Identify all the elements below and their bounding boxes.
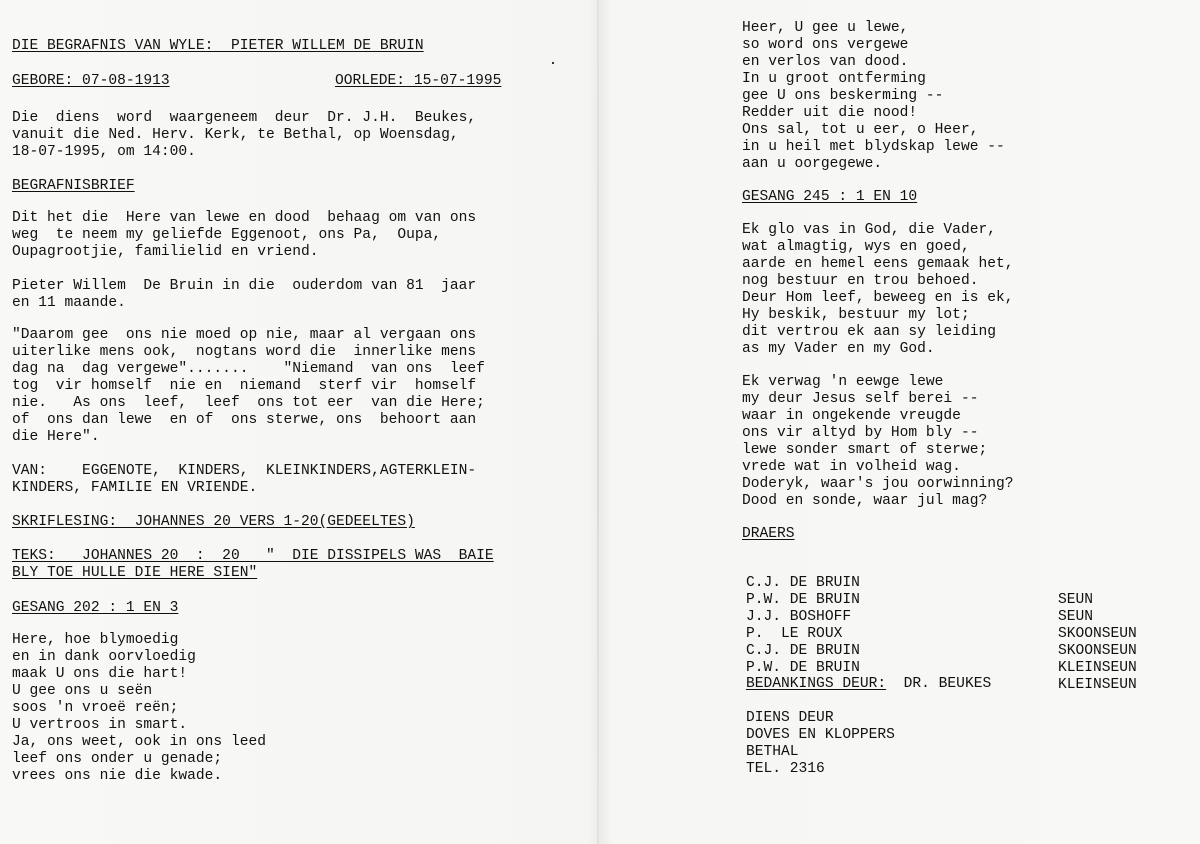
hymn-line: Deur Hom leef, beweeg en is ek,: [742, 290, 1014, 306]
hymn-line: Doderyk, waar's jou oorwinning?: [742, 476, 1014, 492]
hymn-line: my deur Jesus self berei --: [742, 391, 979, 407]
brief-line: Oupagrootjie, familielid en vriend.: [12, 244, 319, 260]
hymn-line: Ek glo vas in God, die Vader,: [742, 222, 996, 238]
pallbearer-relation: KLEINSEUN: [1058, 659, 1137, 676]
hymn-line: en in dank oorvloedig: [12, 649, 196, 665]
draers-heading: DRAERS: [742, 526, 795, 542]
service-line: 18-07-1995, om 14:00.: [12, 144, 196, 160]
funeral-title: DIE BEGRAFNIS VAN WYLE: PIETER WILLEM DE BRUIN: [12, 38, 424, 54]
pallbearer-name: P. LE ROUX: [746, 625, 843, 642]
thanks-value: DR. BEUKES: [886, 676, 992, 692]
hymn-line: Dood en sonde, waar jul mag?: [742, 493, 988, 509]
pallbearer-relation: SKOONSEUN: [1058, 642, 1137, 659]
age-line: Pieter Willem De Bruin in die ouderdom van 81 jaar: [12, 278, 477, 294]
age-line: en 11 maande.: [12, 295, 126, 311]
hymn-line: lewe sonder smart of sterwe;: [742, 442, 988, 458]
hymn-line: soos 'n vroeë reën;: [12, 700, 179, 716]
pallbearer-name: P.W. DE BRUIN: [746, 659, 860, 676]
quote-line: tog vir homself nie en niemand sterf vir homself: [12, 378, 477, 394]
hymn-line: aan u oorgegewe.: [742, 156, 883, 172]
begrafnisbrief-heading: BEGRAFNISBRIEF: [12, 178, 135, 194]
undertaker-line: DIENS DEUR: [746, 710, 834, 726]
undertaker-line: DOVES EN KLOPPERS: [746, 727, 895, 743]
brief-line: weg te neem my geliefde Eggenoot, ons Pa, Oupa,: [12, 227, 442, 243]
page-fold: [597, 0, 599, 844]
van-line: KINDERS, FAMILIE EN VRIENDE.: [12, 480, 258, 496]
pallbearer-name: P.W. DE BRUIN: [746, 591, 860, 608]
hymn-line: vrede wat in volheid wag.: [742, 459, 961, 475]
hymn-line: Ja, ons weet, ook in ons leed: [12, 734, 266, 750]
hymn-line: U vertroos in smart.: [12, 717, 188, 733]
quote-line: of ons dan lewe en of ons sterwe, ons behoort aan: [12, 412, 477, 428]
thanks-line: [746, 676, 991, 693]
pallbearer-relation: SEUN: [1058, 608, 1094, 625]
left-page: [12, 0, 587, 789]
van-line: VAN: EGGENOTE, KINDERS, KLEINKINDERS,AGTERKLEIN-: [12, 463, 477, 479]
hymn-line: Ek verwag 'n eewge lewe: [742, 374, 944, 390]
pallbearer-name: C.J. DE BRUIN: [746, 642, 860, 659]
birth-date: GEBORE: 07-08-1913: [12, 73, 170, 89]
hymn-line: nog bestuur en trou behoed.: [742, 273, 979, 289]
hymn-line: leef ons onder u genade;: [12, 751, 223, 767]
skriflesing-heading: SKRIFLESING: JOHANNES 20 VERS 1-20(GEDEELTES): [12, 514, 415, 530]
pallbearer-relation: SKOONSEUN: [1058, 625, 1137, 642]
hymn-line: vrees ons nie die kwade.: [12, 768, 223, 784]
quote-line: uiterlike mens ook, nogtans word die innerlike mens: [12, 344, 477, 360]
brief-line: Dit het die Here van lewe en dood behaag om van ons: [12, 210, 477, 226]
hymn-line: Heer, U gee u lewe,: [742, 20, 909, 36]
hymn-line: aarde en hemel eens gemaak het,: [742, 256, 1014, 272]
hymn-line: maak U ons die hart!: [12, 666, 188, 682]
pallbearer-relation: KLEINSEUN: [1058, 676, 1137, 693]
pallbearer-name: J.J. BOSHOFF: [746, 608, 852, 625]
quote-line: nie. As ons leef, leef ons tot eer van die Here;: [12, 395, 485, 411]
hymn-line: in u heil met blydskap lewe --: [742, 139, 1005, 155]
hymn-line: waar in ongekende vreugde: [742, 408, 961, 424]
undertaker-phone: TEL. 2316: [746, 761, 825, 777]
hymn-line: as my Vader en my God.: [742, 341, 935, 357]
hymn-line: In u groot ontferming: [742, 71, 926, 87]
hymn-line: wat almagtig, wys en goed,: [742, 239, 970, 255]
hymn-line: dit vertrou ek aan sy leiding: [742, 324, 996, 340]
pallbearer-relation: SEUN: [1058, 591, 1094, 608]
quote-line: dag na dag vergewe"....... "Niemand van ons leef: [12, 361, 485, 377]
hymn-line: so word ons vergewe: [742, 37, 909, 53]
service-line: Die diens word waargeneem deur Dr. J.H. Beukes,: [12, 110, 477, 126]
quote-line: "Daarom gee ons nie moed op nie, maar al vergaan ons: [12, 327, 477, 343]
hymn-line: Here, hoe blymoedig: [12, 632, 179, 648]
hymn-line: Hy beskik, bestuur my lot;: [742, 307, 970, 323]
quote-line: die Here".: [12, 429, 100, 445]
gesang-245-heading: GESANG 245 : 1 EN 10: [742, 189, 918, 205]
pallbearer-name: C.J. DE BRUIN: [746, 574, 860, 591]
hymn-line: gee U ons beskerming --: [742, 88, 944, 104]
hymn-line: en verlos van dood.: [742, 54, 909, 70]
thanks-label: BEDANKINGS DEUR:: [746, 676, 887, 692]
death-date: OORLEDE: 15-07-1995: [335, 73, 502, 89]
hymn-line: U gee ons u seën: [12, 683, 153, 699]
gesang-202-heading: GESANG 202 : 1 EN 3: [12, 600, 179, 616]
hymn-line: Redder uit die nood!: [742, 105, 918, 121]
hymn-line: ons vir altyd by Hom bly --: [742, 425, 979, 441]
teks-line: TEKS: JOHANNES 20 : 20 " DIE DISSIPELS WAS BAIE: [12, 548, 494, 564]
right-page: [742, 0, 1182, 789]
service-line: vanuit die Ned. Herv. Kerk, te Bethal, op Woensdag,: [12, 127, 459, 143]
hymn-line: Ons sal, tot u eer, o Heer,: [742, 122, 979, 138]
undertaker-line: BETHAL: [746, 744, 799, 760]
teks-line: BLY TOE HULLE DIE HERE SIEN": [12, 565, 258, 581]
